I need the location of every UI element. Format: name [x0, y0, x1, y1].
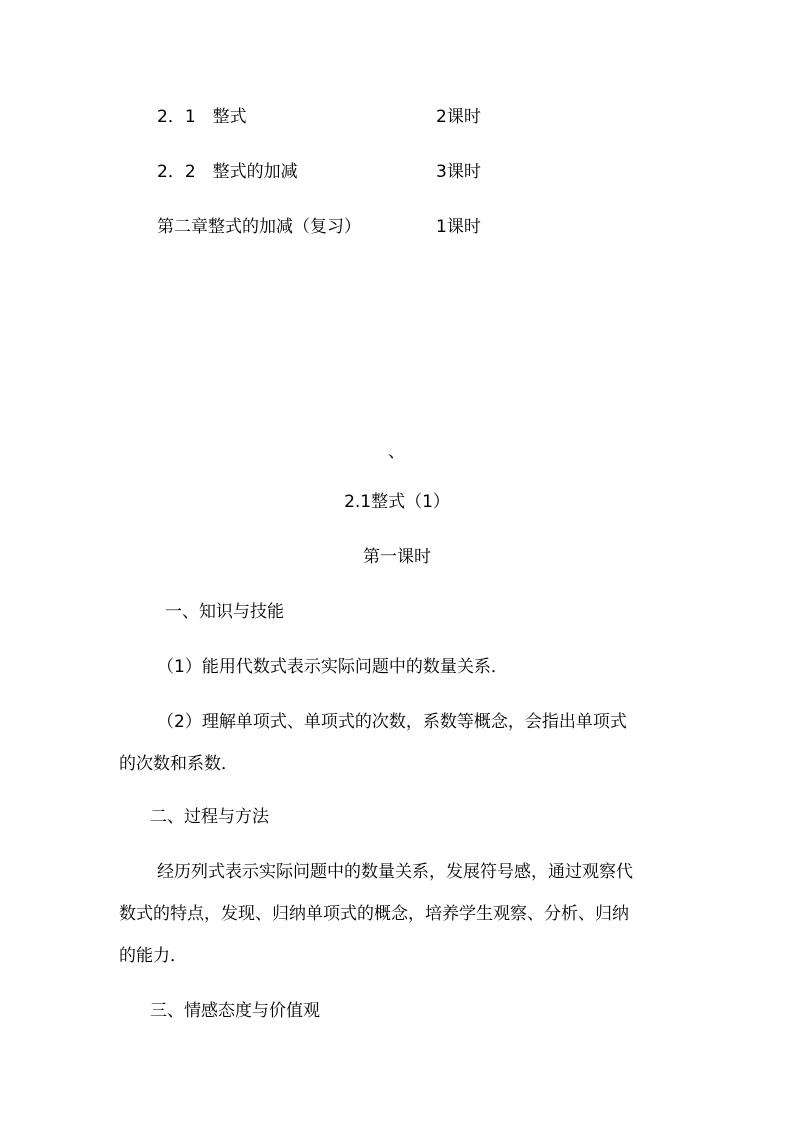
- paragraph-line: 的能力．: [119, 946, 187, 966]
- toc-title: 2．1 整式: [157, 107, 247, 127]
- toc-hours: 1课时: [436, 217, 481, 237]
- section-heading: 三、情感态度与价值观: [150, 1001, 320, 1021]
- lesson-title: 2.1整式（1）: [344, 492, 450, 512]
- objective-item: （1）能用代数式表示实际问题中的数量关系．: [157, 657, 508, 677]
- toc-hours: 2课时: [436, 107, 481, 127]
- objective-item: [119, 712, 679, 774]
- toc-title: 2．2 整式的加减: [157, 162, 298, 182]
- section-heading: 二、过程与方法: [150, 807, 269, 827]
- toc-hours: 3课时: [436, 162, 481, 182]
- paragraph-line: （2）理解单项式、单项式的次数，系数等概念，会指出单项式: [157, 712, 627, 732]
- section-heading: 一、知识与技能: [165, 602, 284, 622]
- stray-mark: 、: [388, 442, 405, 462]
- paragraph-line: 数式的特点，发现、归纳单项式的概念，培养学生观察、分析、归纳: [119, 904, 629, 924]
- paragraph-line: 的次数和系数．: [119, 754, 238, 774]
- paragraph: [119, 862, 679, 966]
- lesson-subtitle: 第一课时: [363, 547, 431, 567]
- toc-title: 第二章整式的加减（复习）: [157, 217, 361, 237]
- paragraph-line: 经历列式表示实际问题中的数量关系，发展符号感，通过观察代: [157, 862, 633, 882]
